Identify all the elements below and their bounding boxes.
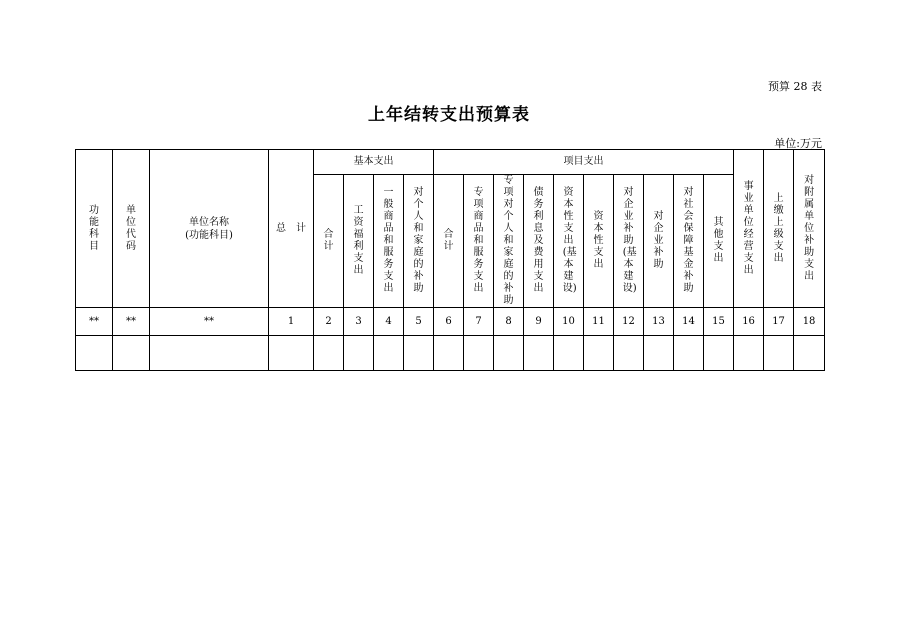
number-cell: 7	[464, 308, 494, 336]
empty-cell	[674, 336, 704, 371]
page-title: 上年结转支出预算表	[368, 105, 530, 125]
header-debt-interest: 债务利息及费用支出	[524, 175, 554, 308]
unit-label: 单位:万元	[774, 137, 822, 150]
empty-cell	[704, 336, 734, 371]
empty-cell	[113, 336, 150, 371]
header-func-subject: 功能科目	[76, 150, 113, 308]
number-cell: 18	[794, 308, 825, 336]
empty-cell	[314, 336, 344, 371]
header-project-total: 合计	[434, 175, 464, 308]
empty-cell	[764, 336, 794, 371]
empty-cell	[584, 336, 614, 371]
empty-cell	[524, 336, 554, 371]
header-affiliated-subsidy: 对附属单位补助支出	[794, 150, 825, 308]
form-number: 预算 28 表	[768, 80, 822, 93]
header-goods-services: 一般商品和服务支出	[374, 175, 404, 308]
data-row-empty	[76, 336, 825, 371]
header-other: 其他支出	[704, 175, 734, 308]
empty-cell	[434, 336, 464, 371]
number-cell: 16	[734, 308, 764, 336]
empty-cell	[494, 336, 524, 371]
number-cell: 17	[764, 308, 794, 336]
number-cell: 15	[704, 308, 734, 336]
header-social-security: 对社会保障基金补助	[674, 175, 704, 308]
header-enterprise: 对企业补助	[644, 175, 674, 308]
empty-cell	[644, 336, 674, 371]
header-total: 总 计	[269, 150, 314, 308]
header-basic-group: 基本支出	[314, 150, 434, 175]
header-wages: 工资福利支出	[344, 175, 374, 308]
number-cell: **	[113, 308, 150, 336]
header-special-goods: 专项商品和服务支出	[464, 175, 494, 308]
empty-cell	[464, 336, 494, 371]
header-basic-total: 合计	[314, 175, 344, 308]
number-cell: 1	[269, 308, 314, 336]
header-enterprise-basic: 对企业补助(基本建设)	[614, 175, 644, 308]
number-row	[76, 308, 825, 336]
number-cell: 8	[494, 308, 524, 336]
header-capital-basic: 资本性支出(基本建设)	[554, 175, 584, 308]
header-business-unit: 事业单位经营支出	[734, 150, 764, 308]
empty-cell	[344, 336, 374, 371]
budget-table	[75, 149, 825, 371]
number-cell: 12	[614, 308, 644, 336]
number-cell: 13	[644, 308, 674, 336]
number-cell: 5	[404, 308, 434, 336]
number-cell: 9	[524, 308, 554, 336]
number-cell: 3	[344, 308, 374, 336]
header-capital: 资本性支出	[584, 175, 614, 308]
header-special-individual: 专项对个人和家庭的补助	[494, 175, 524, 308]
header-project-group: 项目支出	[434, 150, 734, 175]
empty-cell	[76, 336, 113, 371]
empty-cell	[734, 336, 764, 371]
number-cell: 6	[434, 308, 464, 336]
number-cell: 10	[554, 308, 584, 336]
header-upper-payment: 上缴上级支出	[764, 150, 794, 308]
number-cell: **	[150, 308, 269, 336]
empty-cell	[374, 336, 404, 371]
number-cell: 11	[584, 308, 614, 336]
empty-cell	[150, 336, 269, 371]
empty-cell	[554, 336, 584, 371]
header-unit-name: 单位名称 (功能科目)	[150, 150, 269, 308]
number-cell: 2	[314, 308, 344, 336]
number-cell: 14	[674, 308, 704, 336]
number-cell: **	[76, 308, 113, 336]
header-unit-code: 单位代码	[113, 150, 150, 308]
header-individual-subsidy: 对个人和家庭的补助	[404, 175, 434, 308]
empty-cell	[794, 336, 825, 371]
empty-cell	[404, 336, 434, 371]
empty-cell	[269, 336, 314, 371]
number-cell: 4	[374, 308, 404, 336]
empty-cell	[614, 336, 644, 371]
